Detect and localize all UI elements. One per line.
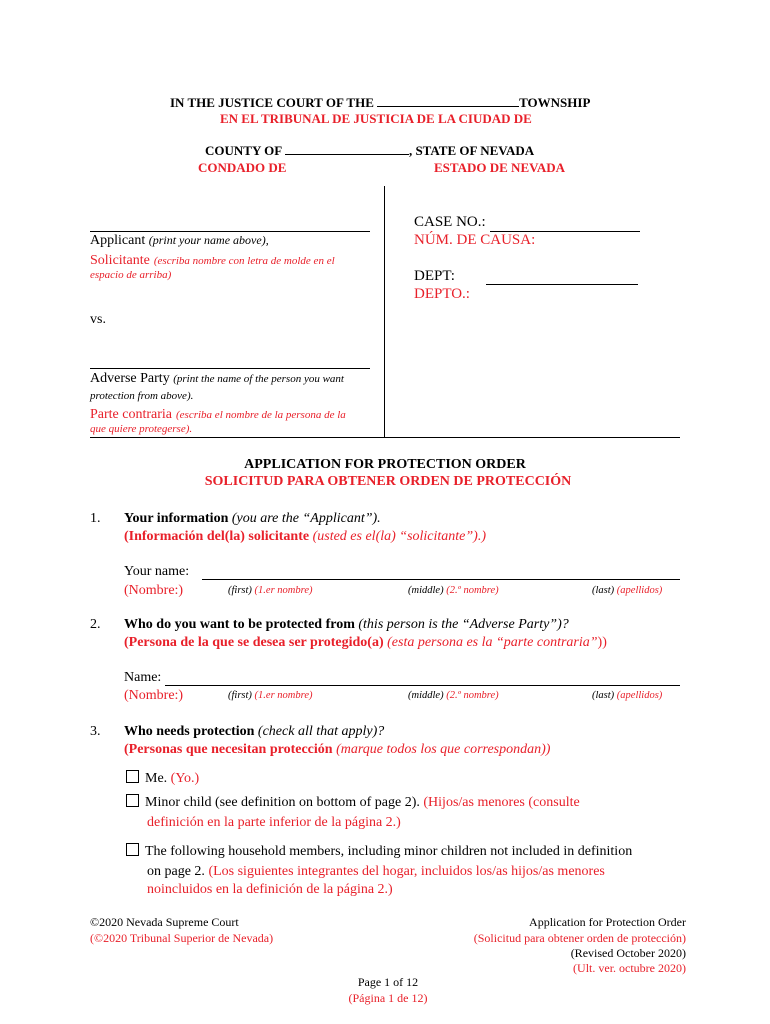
footer-revised: (Revised October 2020) (570, 946, 686, 960)
section-2-heading-es-hint-c: )) (597, 635, 607, 650)
adverse-label-line (90, 371, 344, 387)
section-3-heading-es-hint: (marque todos los que correspondan)) (336, 742, 551, 757)
adverse-es-hint-2: que quiere protegerse). (90, 423, 193, 435)
dept-es: DEPTO.: (414, 286, 470, 302)
middle-caption-es: (2.º nombre) (446, 690, 499, 701)
section-3-heading (124, 724, 384, 740)
section-1-heading (124, 511, 381, 527)
footer-copyright: ©2020 Nevada Supreme Court (90, 915, 239, 929)
dept-blank[interactable] (486, 284, 638, 285)
section-1-heading-es-text: (Información del(la) solicitante (124, 529, 310, 544)
your-name-last-caption (592, 585, 662, 596)
applicant-es-hint-1: (escriba nombre con letra de molde en el (153, 255, 335, 267)
option-household-line-2 (147, 864, 605, 880)
adverse-hint-2: protection from above). (90, 390, 194, 402)
applicant-es-line (90, 251, 335, 269)
section-3-heading-es-text: (Personas que necesitan protección (124, 742, 333, 757)
section-1-number: 1. (90, 511, 101, 526)
your-name-label: Your name: (124, 564, 190, 579)
checkbox-minor-child[interactable] (126, 794, 139, 807)
adverse-name-field[interactable] (165, 685, 680, 686)
option-household-label-es-2: noincluidos en la definición de la página 2.) (147, 882, 393, 897)
applicant-hint: (print your name above), (148, 233, 269, 247)
last-caption-es: (apellidos) (616, 585, 663, 596)
adverse-name-last-caption (592, 690, 662, 701)
section-3-number: 3. (90, 724, 101, 739)
court-line-es: EN EL TRIBUNAL DE JUSTICIA DE LA CIUDAD DE (220, 111, 532, 126)
your-name-first-caption (228, 585, 312, 596)
last-caption: (last) (592, 585, 615, 596)
option-minor-child[interactable] (126, 794, 580, 811)
adverse-label: Adverse Party (90, 371, 170, 386)
option-household[interactable] (126, 843, 632, 860)
caption-vertical-rule (384, 186, 385, 438)
section-2-number: 2. (90, 617, 101, 632)
form-title-es: SOLICITUD PARA OBTENER ORDEN DE PROTECCIÓN (204, 474, 572, 489)
applicant-es-hint-2: espacio de arriba) (90, 269, 172, 281)
adverse-hint-1: (print the name of the person you want (173, 373, 344, 385)
section-2-heading-hint: (this person is the “Adverse Party”)? (358, 617, 569, 632)
state-es: ESTADO DE NEVADA (434, 160, 565, 175)
first-caption: (first) (228, 690, 252, 701)
footer-form-name-es: (Solicitud para obtener orden de protección) (473, 931, 686, 945)
court-line (170, 95, 590, 111)
applicant-label: Applicant (90, 233, 146, 248)
first-caption-es: (1.er nombre) (254, 585, 313, 596)
section-1-heading-text: Your information (124, 511, 229, 526)
adverse-name-label-es: (Nombre:) (124, 688, 184, 703)
township-blank[interactable] (377, 106, 519, 107)
section-3-heading-hint: (check all that apply)? (257, 724, 385, 739)
checkbox-me[interactable] (126, 770, 139, 783)
caption-bottom-rule (90, 437, 680, 438)
case-no-label: CASE NO.: (414, 214, 486, 230)
footer-copyright-es: (©2020 Tribunal Superior de Nevada) (90, 931, 274, 945)
section-2-heading-text: Who do you want to be protected from (124, 617, 355, 632)
footer-page: Page 1 of 12 (357, 975, 419, 989)
first-caption: (first) (228, 585, 252, 596)
section-3-heading-text: Who needs protection (124, 724, 255, 739)
adverse-es-label: Parte contraria (90, 407, 173, 422)
footer-page-es: (Página 1 de 12) (348, 991, 428, 1005)
dept-label: DEPT: (414, 268, 455, 284)
last-caption-es: (apellidos) (616, 690, 663, 701)
first-caption-es: (1.er nombre) (254, 690, 313, 701)
your-name-field[interactable] (202, 579, 680, 580)
middle-caption-es: (2.º nombre) (446, 585, 499, 596)
section-2-heading (124, 617, 569, 633)
adverse-name-blank[interactable] (90, 368, 370, 369)
section-2-heading-es (124, 635, 607, 651)
section-1-heading-es-hint: (usted es el(la) “solicitante”).) (312, 529, 487, 544)
last-caption: (last) (592, 690, 615, 701)
state-suffix: , STATE OF NEVADA (408, 143, 535, 158)
vs-label: vs. (90, 312, 106, 327)
your-name-middle-caption (408, 585, 499, 596)
your-name-label-es: (Nombre:) (124, 583, 184, 598)
applicant-label-line (90, 233, 269, 249)
applicant-es-label: Solicitante (90, 253, 150, 268)
section-3-heading-es (124, 742, 550, 758)
section-2-heading-es-hint-b: “parte contraria” (496, 635, 598, 650)
adverse-name-first-caption (228, 690, 312, 701)
option-household-label-1: The following household members, including minor children not included in definition (145, 844, 633, 859)
option-me[interactable] (126, 770, 199, 787)
adverse-name-middle-caption (408, 690, 499, 701)
county-es: CONDADO DE (198, 160, 287, 175)
court-line-prefix: IN THE JUSTICE COURT OF THE (170, 95, 374, 110)
applicant-name-blank[interactable] (90, 231, 370, 232)
county-blank[interactable] (285, 154, 409, 155)
option-minor-label: Minor child (see definition on bottom of page 2). (145, 795, 420, 810)
footer-form-name: Application for Protection Order (529, 915, 686, 929)
adverse-es-line (90, 405, 346, 423)
section-1-heading-hint: (you are the “Applicant”). (231, 511, 381, 526)
form-title: APPLICATION FOR PROTECTION ORDER (244, 457, 526, 472)
option-household-label-2: on page 2. (147, 864, 205, 879)
section-2-heading-es-hint-a: (esta persona es la (387, 635, 493, 650)
checkbox-household[interactable] (126, 843, 139, 856)
option-minor-label-es-2: definición en la parte inferior de la página 2.) (147, 815, 401, 830)
middle-caption: (middle) (408, 585, 444, 596)
county-line (205, 143, 534, 159)
option-me-label: Me. (145, 771, 168, 786)
section-1-heading-es (124, 529, 486, 545)
adverse-name-label: Name: (124, 670, 162, 685)
option-household-label-es-1: (Los siguientes integrantes del hogar, incluidos los/as hijos/as menores (208, 864, 605, 879)
case-no-es: NÚM. DE CAUSA: (414, 232, 536, 248)
section-2-heading-es-text: (Persona de la que se desea ser protegido(a) (124, 635, 384, 650)
county-prefix: COUNTY OF (205, 143, 282, 158)
footer-revised-es: (Ult. ver. octubre 2020) (573, 961, 686, 975)
option-minor-label-es-1: (Hijos/as menores (consulte (423, 795, 580, 810)
option-me-label-es: (Yo.) (170, 771, 200, 786)
middle-caption: (middle) (408, 690, 444, 701)
court-line-suffix: TOWNSHIP (519, 95, 591, 110)
adverse-es-hint-1: (escriba el nombre de la persona de la (176, 409, 346, 421)
